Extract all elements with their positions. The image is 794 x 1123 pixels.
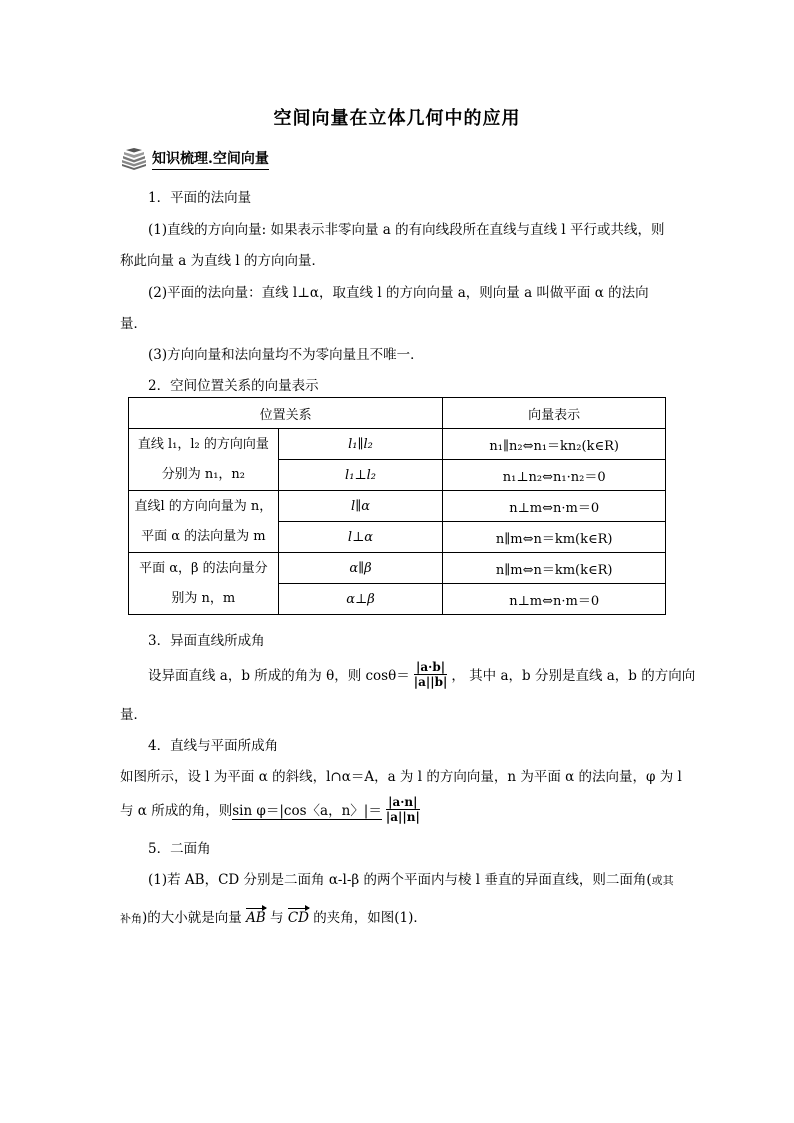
item1-p2-line1: (2)平面的法向量：直线 l⊥α，取直线 l 的方向向量 a，则向量 a 叫做平面 α 的法向: [148, 285, 649, 301]
item3-heading: 3．异面直线所成角: [148, 633, 265, 649]
page-title: 空间向量在立体几何中的应用: [273, 108, 521, 129]
cos-fraction: [412, 660, 450, 689]
item3-line2: 量．: [120, 707, 147, 723]
item4-line2-pre: 与 α 所成的角，则: [120, 803, 233, 819]
sin-formula: sin φ＝|cos〈a，n〉|＝: [232, 799, 382, 820]
item1-p1-line2: 称此向量 a 为直线 l 的方向向量．: [120, 253, 326, 269]
fraction-denominator: |a||b|: [413, 674, 448, 689]
books-icon: [120, 148, 148, 170]
vector-cell: n⊥m⇔n·m＝0: [443, 584, 666, 615]
item4-line2: [120, 792, 424, 826]
group-label-line: 平面 α 的法向量为 m: [141, 528, 266, 544]
group-label: [129, 491, 279, 553]
vector-ab: AB: [246, 910, 266, 926]
item1-p3: (3)方向向量和法向量均不为零向量且不唯一．: [148, 347, 424, 363]
vector-cell: n₁⊥n₂⇔n₁·n₂＝0: [443, 460, 666, 491]
relation-table: [128, 397, 666, 615]
vector-cell: n⊥m⇔n·m＝0: [443, 491, 666, 522]
vector-cell: n∥m⇔n＝km(k∈R): [443, 553, 666, 584]
section-label: 知识梳理.空间向量: [152, 148, 269, 170]
item5-line2-post: 的夹角，如图(1)．: [308, 910, 427, 926]
table-row: [129, 491, 666, 522]
table-header-cell: 位置关系: [129, 398, 443, 429]
relation-cell: l₁⊥l₂: [278, 460, 443, 491]
relation-cell: l∥α: [278, 491, 443, 522]
item3-line1-pre: 设异面直线 a，b 所成的角为 θ，则 cosθ＝: [148, 668, 410, 684]
relation-cell: α∥β: [278, 553, 443, 584]
item1-heading: 1．平面的法向量: [148, 190, 252, 206]
section-heading: [120, 146, 269, 172]
relation-cell: l₁∥l₂: [278, 429, 443, 460]
table-row: [129, 429, 666, 460]
group-label-line: 分别为 n₁，n₂: [161, 466, 245, 482]
item5-line2: [120, 906, 427, 926]
group-label-line: 平面 α，β 的法向量分: [139, 560, 268, 576]
item2-heading: 2．空间位置关系的向量表示: [148, 378, 319, 394]
item5-heading: 5．二面角: [148, 841, 211, 857]
group-label-line: 直线l 的方向向量为 n，: [134, 498, 273, 514]
item3-line1-post: ， 其中 a，b 分别是直线 a，b 的方向向: [451, 668, 696, 684]
vector-cell: n₁∥n₂⇔n₁＝kn₂(k∈R): [443, 429, 666, 460]
group-label: [129, 429, 279, 491]
group-label: [129, 553, 279, 615]
item3-line1: [148, 657, 695, 691]
relation-cell: l⊥α: [278, 522, 443, 553]
fraction-denominator: |a||n|: [385, 809, 420, 824]
relation-cell: α⊥β: [278, 584, 443, 615]
sin-fraction: [384, 795, 422, 824]
fraction-numerator: |a·n|: [388, 794, 418, 809]
item1-p1-line1: (1)直线的方向向量: 如果表示非零向量 a 的有向线段所在直线与直线 l 平行或共线，则: [148, 222, 665, 238]
item5-line1-note: 或其: [651, 874, 674, 887]
item1-p2-line2: 量．: [120, 316, 147, 332]
table-header-cell: 向量表示: [443, 398, 666, 429]
item4-line1: 如图所示，设 l 为平面 α 的斜线，l∩α＝A，a 为 l 的方向向量，n 为平面 α 的法向量，φ 为 l: [120, 769, 682, 785]
item5-line2-mid: )的大小就是向量: [142, 910, 247, 926]
group-label-line: 别为 n，m: [171, 590, 236, 606]
vector-cd: CD: [287, 910, 309, 926]
vector-cell: n∥m⇔n＝km(k∈R): [443, 522, 666, 553]
item5-line2-and: 与: [265, 910, 288, 926]
group-label-line: 直线 l₁，l₂ 的方向向量: [137, 436, 269, 452]
table-row: [129, 553, 666, 584]
item4-heading: 4．直线与平面所成角: [148, 738, 279, 754]
item5-line1: [148, 868, 674, 888]
table-header-row: [129, 398, 666, 429]
item5-line2-note: 补角: [120, 912, 142, 925]
item5-line1-pre: (1)若 AB，CD 分别是二面角 α-l-β 的两个平面内与棱 l 垂直的异面直线，则二面角(: [148, 872, 652, 888]
fraction-numerator: |a·b|: [416, 659, 446, 674]
